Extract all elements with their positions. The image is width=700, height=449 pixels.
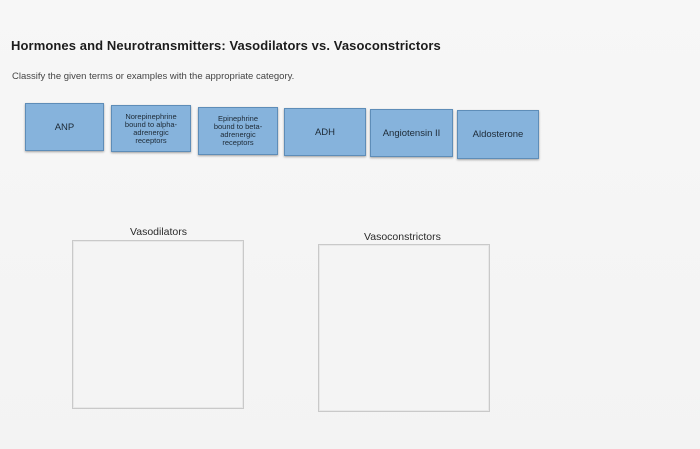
term-card-line: bound to beta- [213, 122, 263, 131]
term-card-aldosterone[interactable] [457, 110, 539, 159]
term-card-line: receptors [222, 138, 254, 147]
term-card-label: ANP [54, 121, 75, 133]
term-card-label: ADH [314, 126, 336, 138]
term-card-label: Angiotensin II [382, 127, 441, 139]
category-label-vasodilators: Vasodilators [130, 226, 188, 238]
drop-zone-vasodilators[interactable] [72, 240, 244, 409]
term-card-label: Aldosterone [472, 129, 524, 140]
term-card-line: adrenergic [220, 130, 256, 139]
term-card-anp[interactable] [25, 103, 104, 151]
term-card-line: Epinephrine [217, 114, 259, 123]
category-label-vasoconstrictors: Vasoconstrictors [364, 231, 441, 243]
term-card-line: receptors [135, 135, 167, 145]
term-card-line: adrenergic [133, 127, 169, 137]
page-title: Hormones and Neurotransmitters: Vasodilators vs. Vasoconstrictors [11, 38, 441, 53]
term-card-angiotensin-ii[interactable] [370, 109, 453, 157]
term-card-adh[interactable] [284, 108, 366, 156]
term-card-line: Norepinephrine [125, 111, 177, 121]
drop-zone-vasoconstrictors[interactable] [318, 244, 490, 412]
instructions-text: Classify the given terms or examples with the appropriate category. [12, 71, 295, 82]
term-card-line: bound to alpha- [124, 119, 178, 129]
term-card-epinephrine-beta[interactable] [198, 107, 278, 155]
term-card-norepinephrine-alpha[interactable] [111, 105, 191, 152]
